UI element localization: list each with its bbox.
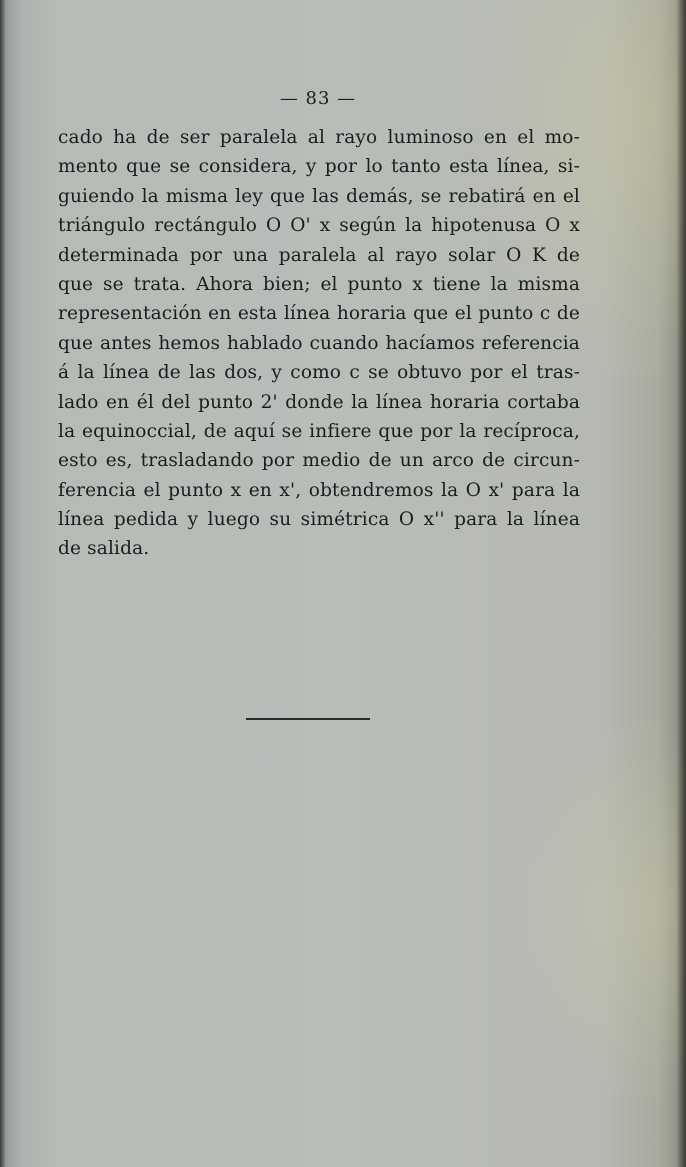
text-line: lado en él del punto 2' donde la línea horaria cortaba (58, 391, 580, 413)
text-line: determinada por una paralela al rayo solar O K de (58, 244, 580, 266)
text-line: ferencia el punto x en x', obtendremos la O x' para la (58, 479, 580, 501)
text-line: esto es, trasladando por medio de un arco de circun- (58, 450, 580, 472)
text-line: guiendo la misma ley que las demás, se rebatirá en el (58, 185, 580, 207)
text-line: cado ha de ser paralela al rayo luminoso en el mo- (58, 127, 580, 148)
text-line: que se trata. Ahora bien; el punto x tiene la misma (58, 273, 580, 295)
text-line: triángulo rectángulo O O' x según la hipotenusa O x (58, 215, 580, 237)
text-line-last: de salida. (58, 538, 150, 560)
text-line: línea pedida y luego su simétrica O x'' para la línea (58, 509, 580, 531)
text-line: la equinoccial, de aquí se infiere que por la recíproca, (58, 420, 580, 442)
page-number: — 83 — (279, 88, 357, 109)
text-line: á la línea de las dos, y como c se obtuvo por el tras- (58, 362, 580, 384)
body-text (58, 123, 580, 564)
section-divider (246, 718, 370, 720)
text-line: mento que se considera, y por lo tanto esta línea, si- (58, 156, 580, 178)
text-line: representación en esta línea horaria que el punto c de (58, 303, 580, 325)
text-line: que antes hemos hablado cuando hacíamos referencia (58, 332, 580, 354)
